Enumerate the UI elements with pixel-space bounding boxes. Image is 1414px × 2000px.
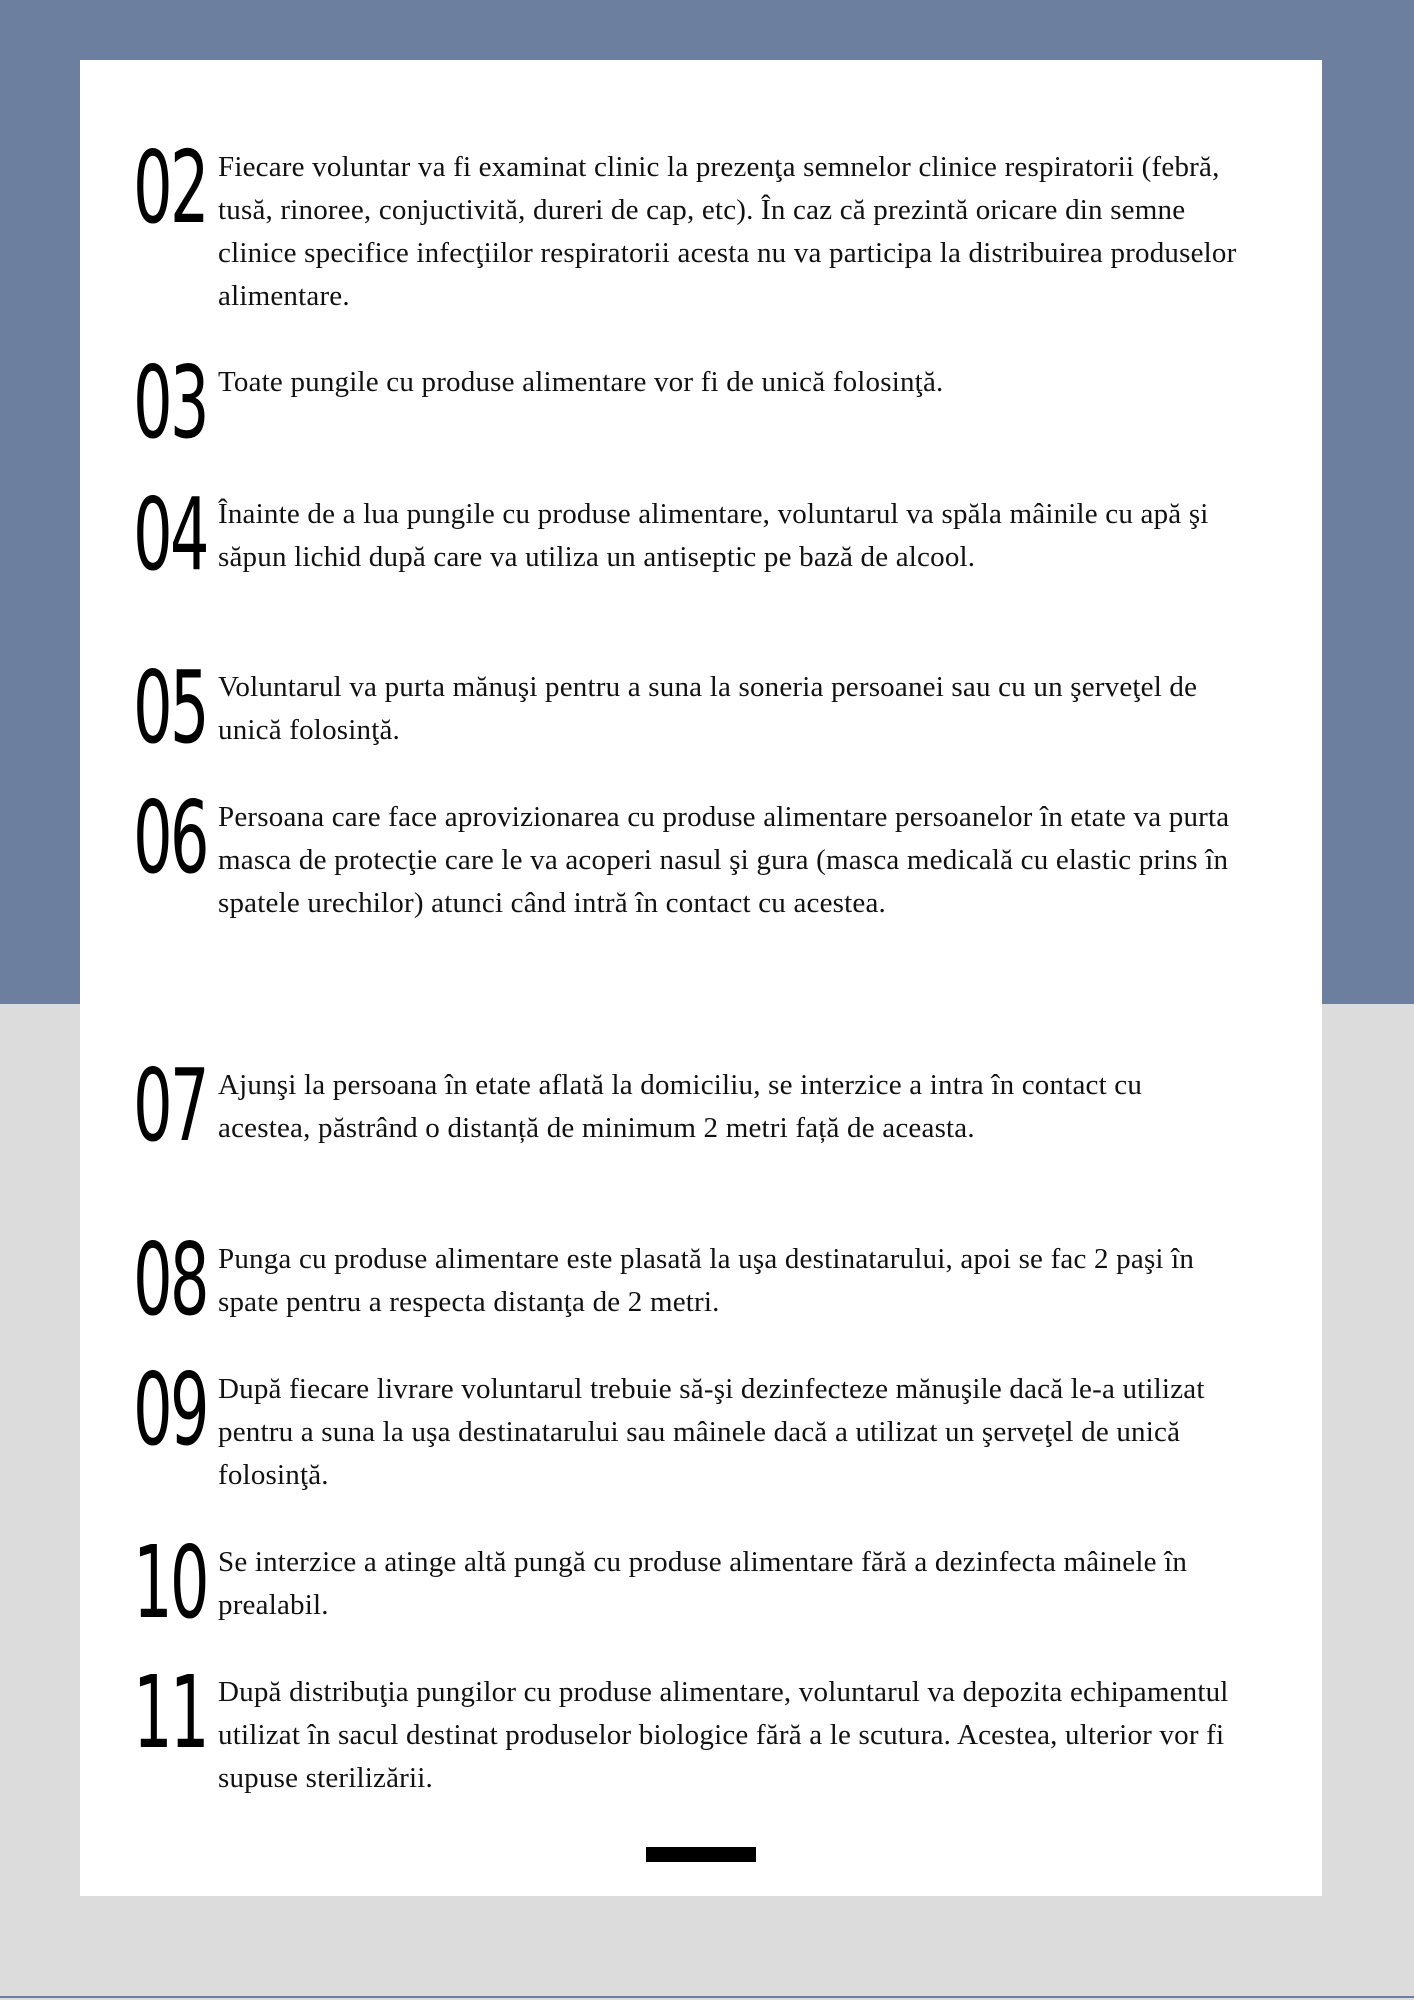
- item-number: 08: [133, 1221, 207, 1338]
- item-text: Înainte de a lua pungile cu produse alimentare, voluntarul va spăla mâinile cu apă şi săpun lichid după care va utiliza un antiseptic pe bază de alcool.: [218, 498, 1209, 573]
- item-text: Punga cu produse alimentare este plasată la uşa destinatarului, apoi se fac 2 paşi în spate pentru a respecta distanţa de 2 metri.: [218, 1243, 1195, 1318]
- item-text: Fiecare voluntar va fi examinat clinic la prezenţa semnelor clinice respiratorii (febră, tusă, rinoree, conjuctivită, dureri de cap, etc). În caz că prezintă oricare din semne clinice specifice infecţiilor respiratorii acesta nu va participa la distribuirea produselor alimentare.: [218, 151, 1237, 312]
- item-text: După fiecare livrare voluntarul trebuie să-şi dezinfecteze mănuşile dacă le-a utilizat pentru a suna la uşa destinatarului sau mâinele dacă a utilizat un şerveţel de unică folosinţă.: [218, 1373, 1205, 1491]
- item-text: Se interzice a atinge altă pungă cu produse alimentare fără a dezinfecta mâinele în prealabil.: [218, 1546, 1188, 1621]
- item-number: 04: [133, 476, 207, 593]
- bottom-accent-line: [0, 1996, 1414, 1998]
- item-number: 10: [133, 1524, 207, 1641]
- item-number: 07: [133, 1047, 207, 1164]
- item-text: Voluntarul va purta mănuşi pentru a suna la soneria persoanei sau cu un şerveţel de unică folosinţă.: [218, 671, 1198, 746]
- item-number: 06: [133, 779, 207, 896]
- footer-dash: [646, 1847, 756, 1862]
- item-text: După distribuţia pungilor cu produse alimentare, voluntarul va depozita echipamentul utilizat în sacul destinat produselor biologice fără a le scutura. Acestea, ulterior vor fi supuse sterilizării.: [218, 1676, 1229, 1794]
- item-number: 09: [133, 1351, 207, 1468]
- item-number: 03: [133, 344, 207, 461]
- item-number: 02: [133, 129, 207, 246]
- item-text: Ajunşi la persoana în etate aflată la domiciliu, se interzice a intra în contact cu acestea, păstrând o distanță de minimum 2 metri față de aceasta.: [218, 1069, 1143, 1144]
- item-text: Persoana care face aprovizionarea cu produse alimentare persoanelor în etate va purta masca de protecţie care le va acoperi nasul şi gura (masca medicală cu elastic prins în spatele urechilor) atunci când intră în contact cu acestea.: [218, 801, 1230, 919]
- document-card: [80, 60, 1322, 1896]
- item-number: 11: [133, 1654, 207, 1771]
- item-number: 05: [133, 649, 207, 766]
- item-text: Toate pungile cu produse alimentare vor fi de unică folosinţă.: [218, 366, 944, 398]
